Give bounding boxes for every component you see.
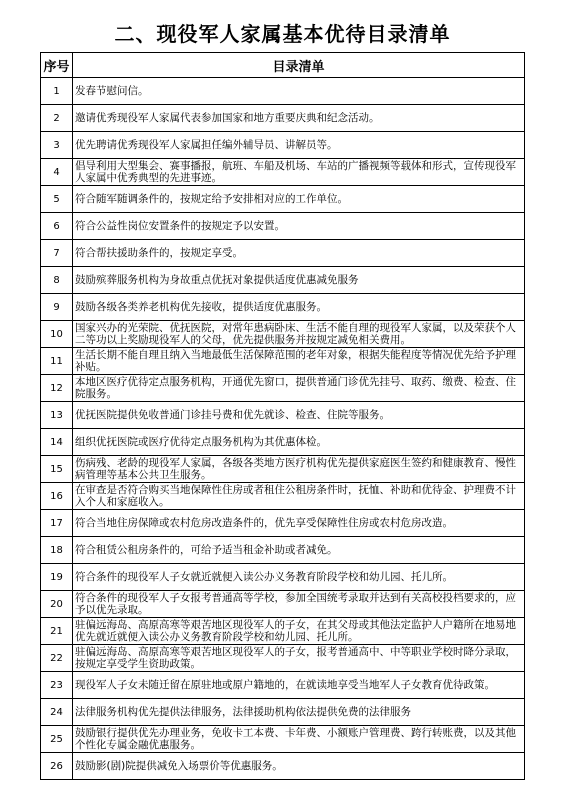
row-index: 26 [41, 753, 73, 780]
row-content: 符合公益性岗位安置条件的按规定予以安置。 [73, 213, 525, 240]
table-row [41, 402, 525, 429]
table-row [41, 564, 525, 591]
row-index: 5 [41, 186, 73, 213]
table-row [41, 483, 525, 510]
row-index: 9 [41, 294, 73, 321]
row-index: 10 [41, 321, 73, 348]
table-row [41, 132, 525, 159]
row-content: 伤病残、老龄的现役军人家属，各级各类地方医疗机构优先提供家庭医生签约和健康教育、慢性病管理等基本公共卫生服务。 [73, 456, 525, 483]
row-index: 20 [41, 591, 73, 618]
row-content: 鼓励影(剧)院提供减免入场票价等优惠服务。 [73, 753, 525, 780]
benefits-table [40, 52, 525, 780]
row-index: 2 [41, 105, 73, 132]
row-content: 驻偏远海岛、高原高寒等艰苦地区现役军人的子女，报考普通高中、中等职业学校时降分录取，按规定享受学生资助政策。 [73, 645, 525, 672]
row-content: 法律服务机构优先提供法律服务，法律援助机构依法提供免费的法律服务 [73, 699, 525, 726]
table-row [41, 456, 525, 483]
row-content: 国家兴办的光荣院、优抚医院，对常年患病卧床、生活不能自理的现役军人家属，以及荣获个人二等功以上奖励现役军人的父母，优先提供服务并按规定减免相关费用。 [73, 321, 525, 348]
row-index: 16 [41, 483, 73, 510]
table-row [41, 78, 525, 105]
row-index: 6 [41, 213, 73, 240]
row-index: 17 [41, 510, 73, 537]
row-index: 23 [41, 672, 73, 699]
row-content: 倡导利用大型集会、赛事播报，航班、车船及机场、车站的广播视频等载体和形式，宣传现役军人家属中优秀典型的先进事迹。 [73, 159, 525, 186]
row-index: 15 [41, 456, 73, 483]
row-content: 符合租赁公租房条件的，可给予适当租金补助或者减免。 [73, 537, 525, 564]
table-row [41, 186, 525, 213]
row-content: 符合随军随调条件的，按规定给予安排相对应的工作单位。 [73, 186, 525, 213]
table-row [41, 591, 525, 618]
table-row [41, 375, 525, 402]
row-index: 24 [41, 699, 73, 726]
row-index: 21 [41, 618, 73, 645]
table-row [41, 159, 525, 186]
row-index: 4 [41, 159, 73, 186]
table-row [41, 267, 525, 294]
table-row [41, 348, 525, 375]
table-row [41, 537, 525, 564]
table-row [41, 753, 525, 780]
table-row [41, 429, 525, 456]
row-content: 在审查是否符合购买当地保障性住房或者租住公租房条件时，抚恤、补助和优待金、护理费不计入个人和家庭收入。 [73, 483, 525, 510]
row-index: 3 [41, 132, 73, 159]
row-index: 8 [41, 267, 73, 294]
table-row [41, 321, 525, 348]
row-content: 驻偏远海岛、高原高寒等艰苦地区现役军人的子女，在其父母或其他法定监护人户籍所在地易地优先就近就便入读公办义务教育阶段学校和幼儿园、托儿所。 [73, 618, 525, 645]
row-content: 鼓励殡葬服务机构为身故重点优抚对象提供适度优惠减免服务 [73, 267, 525, 294]
row-index: 13 [41, 402, 73, 429]
row-content: 符合帮扶援助条件的，按规定享受。 [73, 240, 525, 267]
table-row [41, 294, 525, 321]
row-index: 11 [41, 348, 73, 375]
row-index: 19 [41, 564, 73, 591]
row-index: 22 [41, 645, 73, 672]
header-content: 目录清单 [73, 53, 525, 78]
row-content: 发春节慰问信。 [73, 78, 525, 105]
table-row [41, 699, 525, 726]
table-row [41, 645, 525, 672]
table-row [41, 105, 525, 132]
table-row [41, 672, 525, 699]
table-row [41, 213, 525, 240]
table-row [41, 240, 525, 267]
header-index: 序号 [41, 53, 73, 78]
row-index: 25 [41, 726, 73, 753]
row-content: 符合条件的现役军人子女报考普通高等学校，参加全国统考录取并达到有关高校投档要求的，应予以优先录取。 [73, 591, 525, 618]
row-content: 优抚医院提供免收普通门诊挂号费和优先就诊、检查、住院等服务。 [73, 402, 525, 429]
row-content: 鼓励银行提供优先办理业务，免收卡工本费、卡年费、小额账户管理费、跨行转账费，以及其他个性化专属金融优惠服务。 [73, 726, 525, 753]
row-content: 邀请优秀现役军人家属代表参加国家和地方重要庆典和纪念活动。 [73, 105, 525, 132]
row-content: 符合当地住房保障或农村危房改造条件的，优先享受保障性住房或农村危房改造。 [73, 510, 525, 537]
row-index: 12 [41, 375, 73, 402]
row-index: 18 [41, 537, 73, 564]
row-content: 组织优抚医院或医疗优待定点服务机构为其优惠体检。 [73, 429, 525, 456]
row-index: 1 [41, 78, 73, 105]
row-content: 符合条件的现役军人子女就近就便入读公办义务教育阶段学校和幼儿园、托儿所。 [73, 564, 525, 591]
row-content: 生活长期不能自理且纳入当地最低生活保障范围的老年对象，根据失能程度等情况优先给予护理补贴。 [73, 348, 525, 375]
row-index: 14 [41, 429, 73, 456]
row-content: 现役军人子女未随迁留在原驻地或原户籍地的，在就读地享受当地军人子女教育优待政策。 [73, 672, 525, 699]
table-row [41, 510, 525, 537]
row-content: 优先聘请优秀现役军人家属担任编外辅导员、讲解员等。 [73, 132, 525, 159]
row-content: 本地区医疗优待定点服务机构，开通优先窗口，提供普通门诊优先挂号、取药、缴费、检查、住院服务。 [73, 375, 525, 402]
table-row [41, 726, 525, 753]
row-index: 7 [41, 240, 73, 267]
row-content: 鼓励各级各类养老机构优先接收，提供适度优惠服务。 [73, 294, 525, 321]
table-header-row [41, 53, 525, 78]
document-title: 二、现役军人家属基本优待目录清单 [114, 22, 451, 46]
table-row [41, 618, 525, 645]
